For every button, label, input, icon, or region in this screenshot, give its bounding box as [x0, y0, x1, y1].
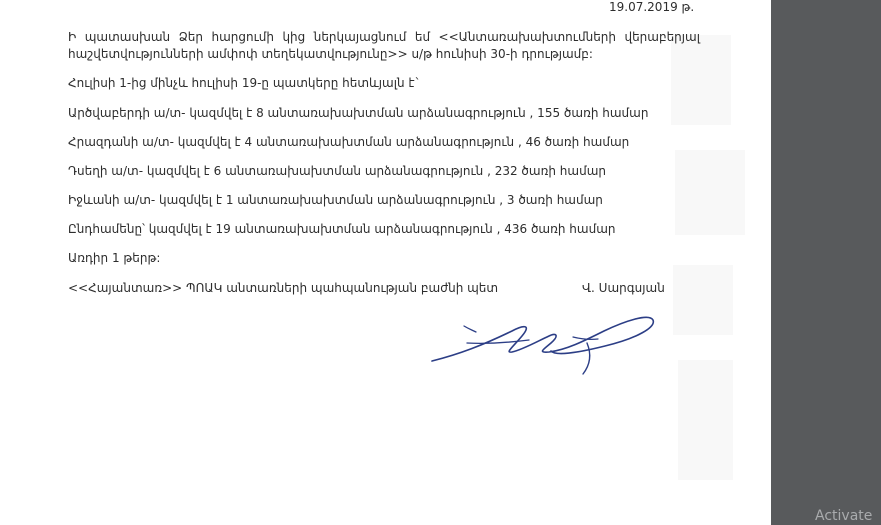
document-line: Դսեղի ա/տ- կազմվել է 6 անտառախախտման արձանագրություն , 232 ծառի համար — [68, 164, 606, 178]
signature-icon — [430, 313, 660, 383]
signer-name: Վ. Սարգսյան — [582, 281, 665, 295]
viewer-side-panel — [771, 0, 881, 525]
document-line: Հրազդանի ա/տ- կազմվել է 4 անտառախախտման արձանագրություն , 46 ծառի համար — [68, 135, 630, 149]
page-background-texture — [663, 0, 753, 525]
document-intro: Ի պատասխան Ձեր հարցումի կից ներկայացնում եմ <<Անտառախախտումների վերաբերյալ հաշվետվությունների ամփոփ տեղեկատվությունը>> ս/թ հունիսի 30-ի դրությամբ: — [68, 30, 700, 61]
document-line: Իջևանի ա/տ- կազմվել է 1 անտառախախտման արձանագրություն , 3 ծառի համար — [68, 193, 603, 207]
attachment-note: Առդիր 1 թերթ: — [68, 251, 161, 265]
signer-title: <<Հայանտառ>> ՊՈԱԿ անտառների պահպանության բաժնի պետ — [68, 281, 499, 295]
document-line: Արծվաբերդի ա/տ- կազմվել է 8 անտառախախտման արձանագրություն , 155 ծառի համար — [68, 106, 649, 120]
document-total-line: Ընդհամենը՝ կազմվել է 19 անտառախախտման արձանագրություն , 436 ծառի համար — [68, 222, 616, 236]
activation-watermark: Activate — [815, 508, 873, 524]
document-date: 19.07.2019 թ. — [609, 0, 695, 14]
document-line: Հուլիսի 1-ից մինչև հուլիսի 19-ը պատկերը հետևյալն է` — [68, 76, 421, 90]
